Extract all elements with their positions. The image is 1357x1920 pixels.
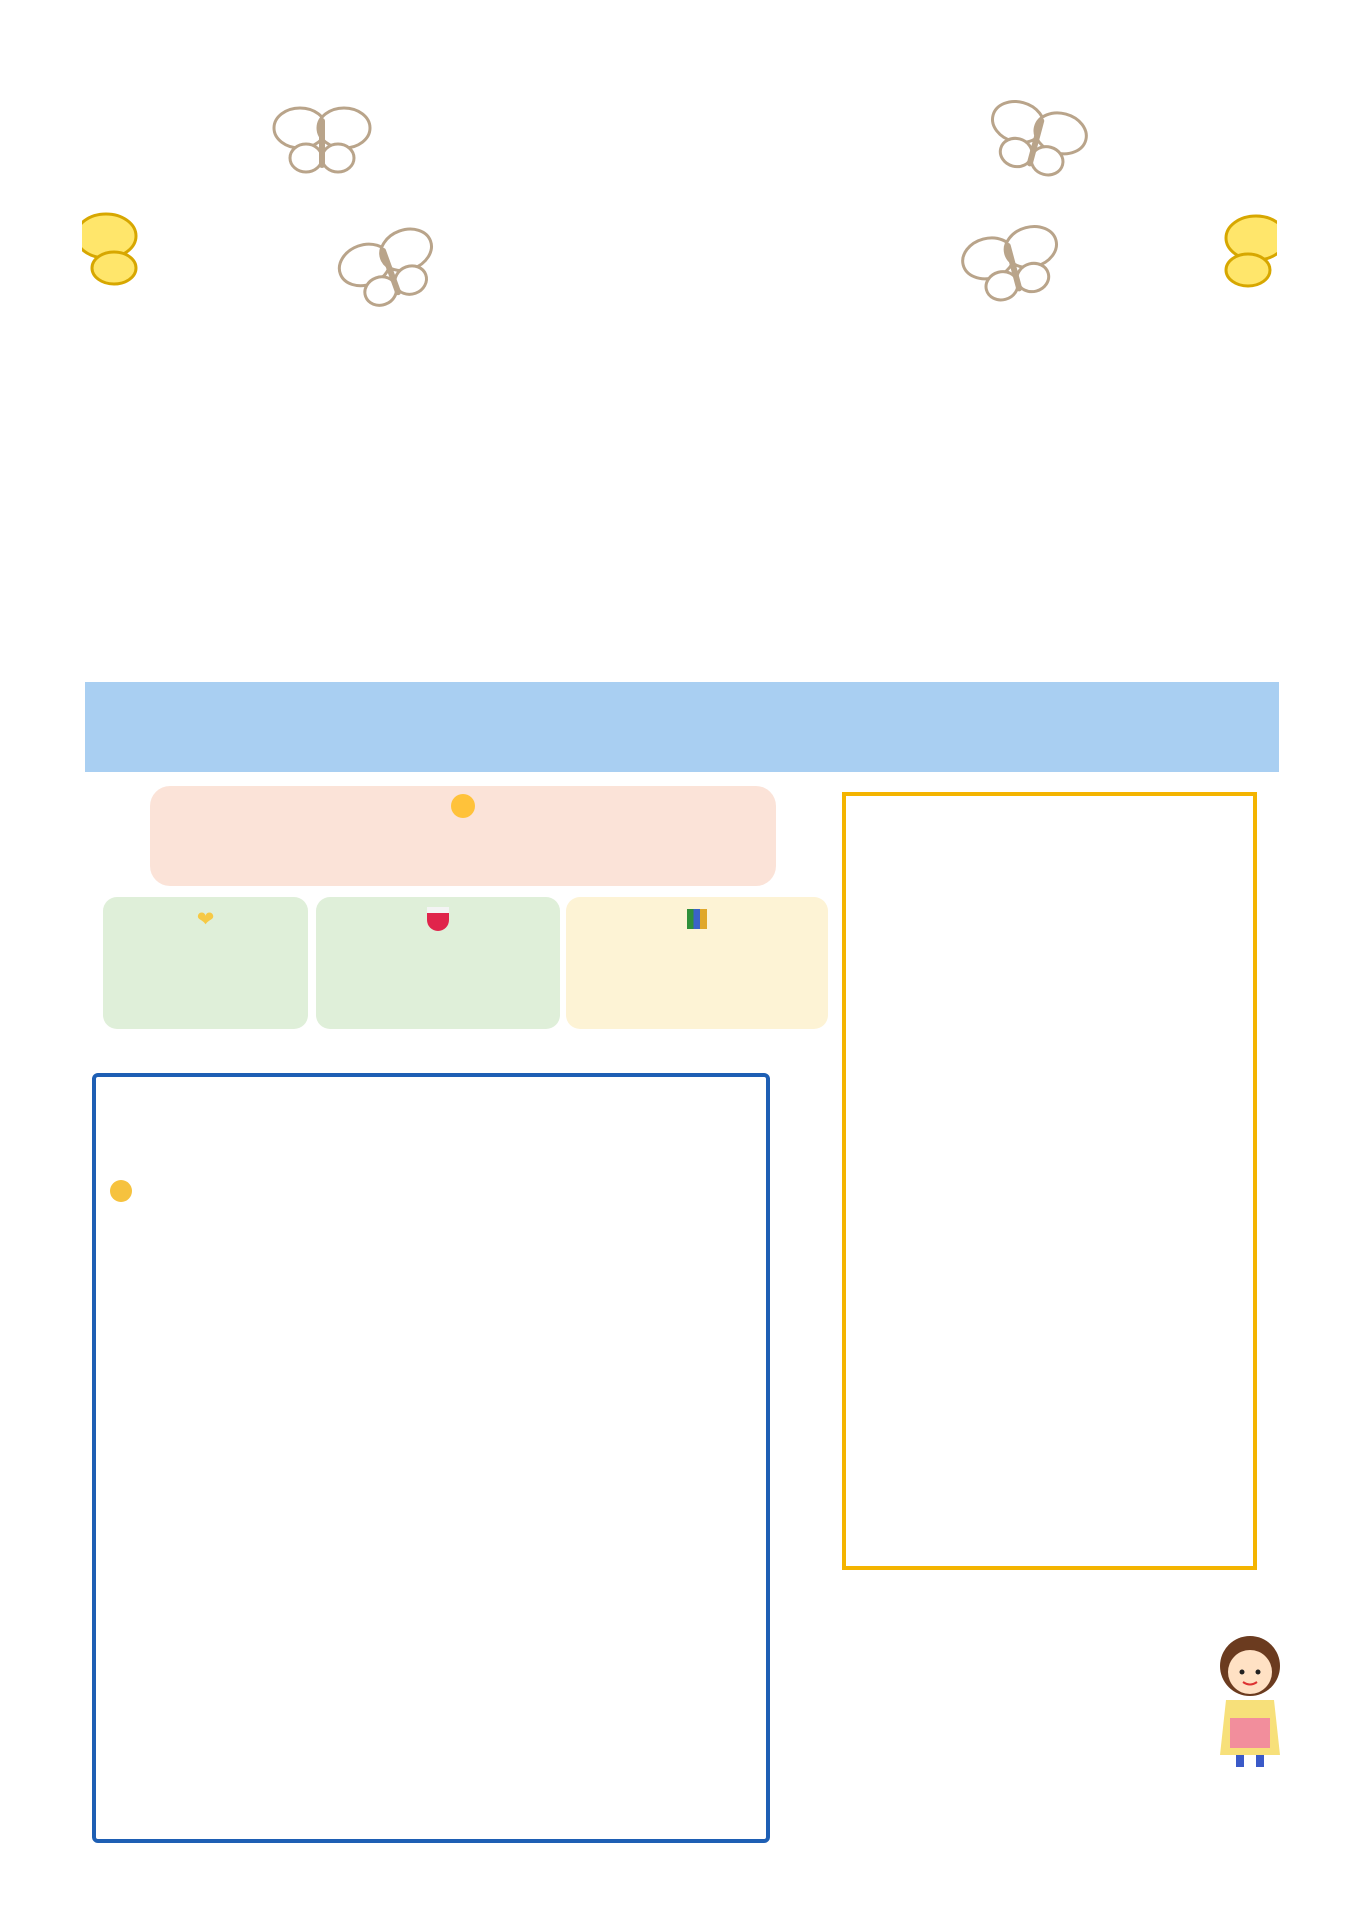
- flower-row-decoration: [790, 1772, 1280, 1842]
- tulip-row-decoration: [92, 598, 1267, 674]
- butterfly-icon: [982, 96, 1091, 183]
- friend-name: [846, 1413, 1253, 1455]
- group-label-tanpopo: [846, 1258, 1253, 1288]
- friend-name: [846, 848, 1253, 890]
- slogan-banner: [85, 682, 1279, 772]
- yellow-heart-icon: ❤: [196, 907, 215, 931]
- friend-name: [846, 1288, 1253, 1330]
- yellow-butterfly-icon: [82, 214, 136, 284]
- dot-border-decoration: [790, 1588, 1280, 1614]
- goal-box-sumire: [103, 897, 308, 1029]
- butterfly-icon: [333, 222, 445, 315]
- yellow-butterfly-icon: [1226, 216, 1277, 286]
- goal-box-momo: [316, 897, 560, 1029]
- girl-illustration-icon: [1210, 1630, 1290, 1770]
- friend-name: [846, 1193, 1253, 1235]
- friend-name: [846, 1454, 1253, 1496]
- rice-bowl-icon: [427, 907, 449, 931]
- friend-name: [846, 1068, 1253, 1110]
- friend-list-sumire: [846, 848, 1253, 890]
- group-label-sumire: [846, 818, 1253, 848]
- goal-line: [103, 907, 308, 931]
- butterfly-icon: [958, 221, 1067, 308]
- class-goal-box: [150, 786, 776, 886]
- butterfly-icon: [274, 108, 370, 172]
- class-goal-text: [150, 794, 776, 820]
- books-icon: [687, 909, 707, 929]
- goal-line: [566, 907, 828, 931]
- notice-item: [110, 1171, 755, 1213]
- smile-icon: [110, 1180, 132, 1202]
- friend-name: [846, 1027, 1253, 1069]
- friend-name: [846, 1371, 1253, 1413]
- friend-name: [846, 985, 1253, 1027]
- goal-line: [316, 907, 560, 934]
- notice-body: [110, 1171, 755, 1213]
- friend-list-momo: [846, 944, 1253, 1235]
- goal-box-tanpopo: [566, 897, 828, 1029]
- notice-box: [92, 1073, 770, 1843]
- friend-name: [846, 1330, 1253, 1372]
- friend-list-tanpopo: [846, 1288, 1253, 1496]
- group-label-momo: [846, 914, 1253, 944]
- header-banner: [82, 78, 1277, 338]
- friends-box: [842, 792, 1257, 1570]
- tulip-border-decoration: [82, 78, 1277, 338]
- friend-name: [846, 1151, 1253, 1193]
- smiley-hug-icon: [451, 794, 475, 818]
- friend-name: [846, 944, 1253, 986]
- friend-name: [846, 1110, 1253, 1152]
